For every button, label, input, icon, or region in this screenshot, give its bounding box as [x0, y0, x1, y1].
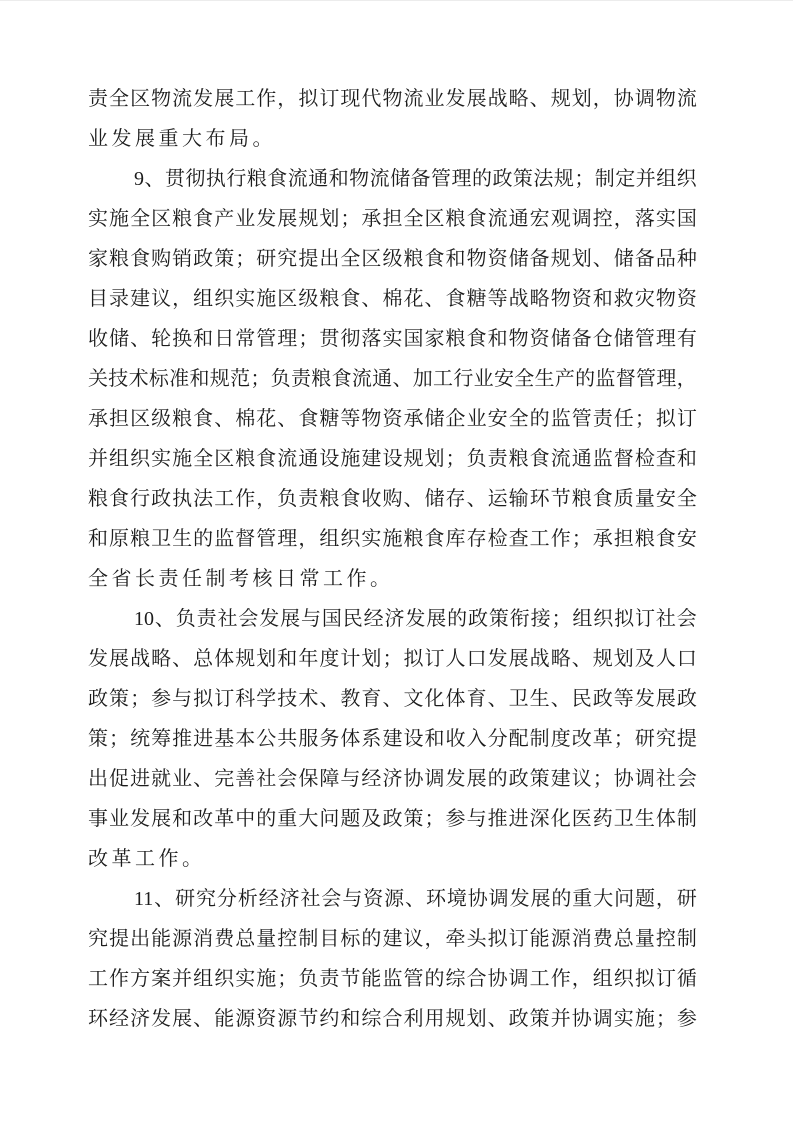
text-line: 关 技 术 标 准 和 规 范 ； 负 责 粮 食 流 通 、 加 工 行 业 安 全 生 产 的 监 督 管 理 ，: [88, 368, 697, 390]
paragraph: [88, 599, 697, 879]
text-line: 究 提 出 能 源 消 费 总 量 控 制 目 标 的 建 议 ， 牵 头 拟 订 能 源 消 费 总 量 控 制: [88, 928, 697, 950]
text-line: 事 业 发 展 和 改 革 中 的 重 大 问 题 及 政 策 ； 参 与 推 进 深 化 医 药 卫 生 体 制: [88, 808, 697, 830]
text-line: 收 储 、 轮 换 和 日 常 管 理 ； 贯 彻 落 实 国 家 粮 食 和 物 资 储 备 仓 储 管 理 有: [88, 328, 697, 350]
text-line: 出 促 进 就 业 、 完 善 社 会 保 障 与 经 济 协 调 发 展 的 政 策 建 议 ； 协 调 社 会: [88, 768, 697, 790]
text-line: 承 担 区 级 粮 食 、 棉 花 、 食 糖 等 物 资 承 储 企 业 安 全 的 监 管 责 任 ； 拟 订: [88, 408, 697, 430]
text-line: 改革工作。: [88, 848, 206, 870]
text-line: 和 原 粮 卫 生 的 监 督 管 理 ， 组 织 实 施 粮 食 库 存 检 查 工 作 ； 承 担 粮 食 安: [88, 528, 697, 550]
text-line: 工 作 方 案 并 组 织 实 施 ； 负 责 节 能 监 管 的 综 合 协 调 工 作 ， 组 织 拟 订 循: [88, 968, 697, 990]
text-line: 业发展重大布局。: [88, 128, 276, 150]
text-line: 政 策 ； 参 与 拟 订 科 学 技 术 、 教 育 、 文 化 体 育 、 卫 生 、 民 政 等 发 展 政: [88, 688, 697, 710]
text-line: 环 经 济 发 展 、 能 源 资 源 节 约 和 综 合 利 用 规 划 、 政 策 并 协 调 实 施 ； 参: [88, 1008, 697, 1030]
paragraph: [88, 159, 697, 599]
document-body: [88, 79, 697, 1039]
text-line: 发 展 战 略 、 总 体 规 划 和 年 度 计 划 ； 拟 订 人 口 发 展 战 略 、 规 划 及 人 口: [88, 648, 697, 670]
text-line: 家 粮 食 购 销 政 策 ； 研 究 提 出 全 区 级 粮 食 和 物 资 储 备 规 划 、 储 备 品 种: [88, 248, 697, 270]
text-line: 10 、 负 责 社 会 发 展 与 国 民 经 济 发 展 的 政 策 衔 接 ； 组 织 拟 订 社 会: [134, 608, 697, 630]
text-line: 实 施 全 区 粮 食 产 业 发 展 规 划 ； 承 担 全 区 粮 食 流 通 宏 观 调 控 ， 落 实 国: [88, 208, 697, 230]
text-line: 粮 食 行 政 执 法 工 作 ， 负 责 粮 食 收 购 、 储 存 、 运 输 环 节 粮 食 质 量 安 全: [88, 488, 697, 510]
text-line: 9 、 贯 彻 执 行 粮 食 流 通 和 物 流 储 备 管 理 的 政 策 法 规 ； 制 定 并 组 织: [134, 168, 697, 190]
paragraph: [88, 79, 697, 159]
text-line: 并 组 织 实 施 全 区 粮 食 流 通 设 施 建 设 规 划 ； 负 责 粮 食 流 通 监 督 检 查 和: [88, 448, 697, 470]
text-line: 11 、 研 究 分 析 经 济 社 会 与 资 源 、 环 境 协 调 发 展 的 重 大 问 题 ， 研: [134, 888, 697, 910]
text-line: 策 ； 统 筹 推 进 基 本 公 共 服 务 体 系 建 设 和 收 入 分 配 制 度 改 革 ； 研 究 提: [88, 728, 697, 750]
text-line: 全省长责任制考核日常工作。: [88, 568, 394, 590]
text-line: 目 录 建 议 ， 组 织 实 施 区 级 粮 食 、 棉 花 、 食 糖 等 战 略 物 资 和 救 灾 物 资: [88, 288, 697, 310]
paragraph: [88, 879, 697, 1039]
text-line: 责 全 区 物 流 发 展 工 作 ， 拟 订 现 代 物 流 业 发 展 战 略 、 规 划 ， 协 调 物 流: [88, 88, 697, 110]
